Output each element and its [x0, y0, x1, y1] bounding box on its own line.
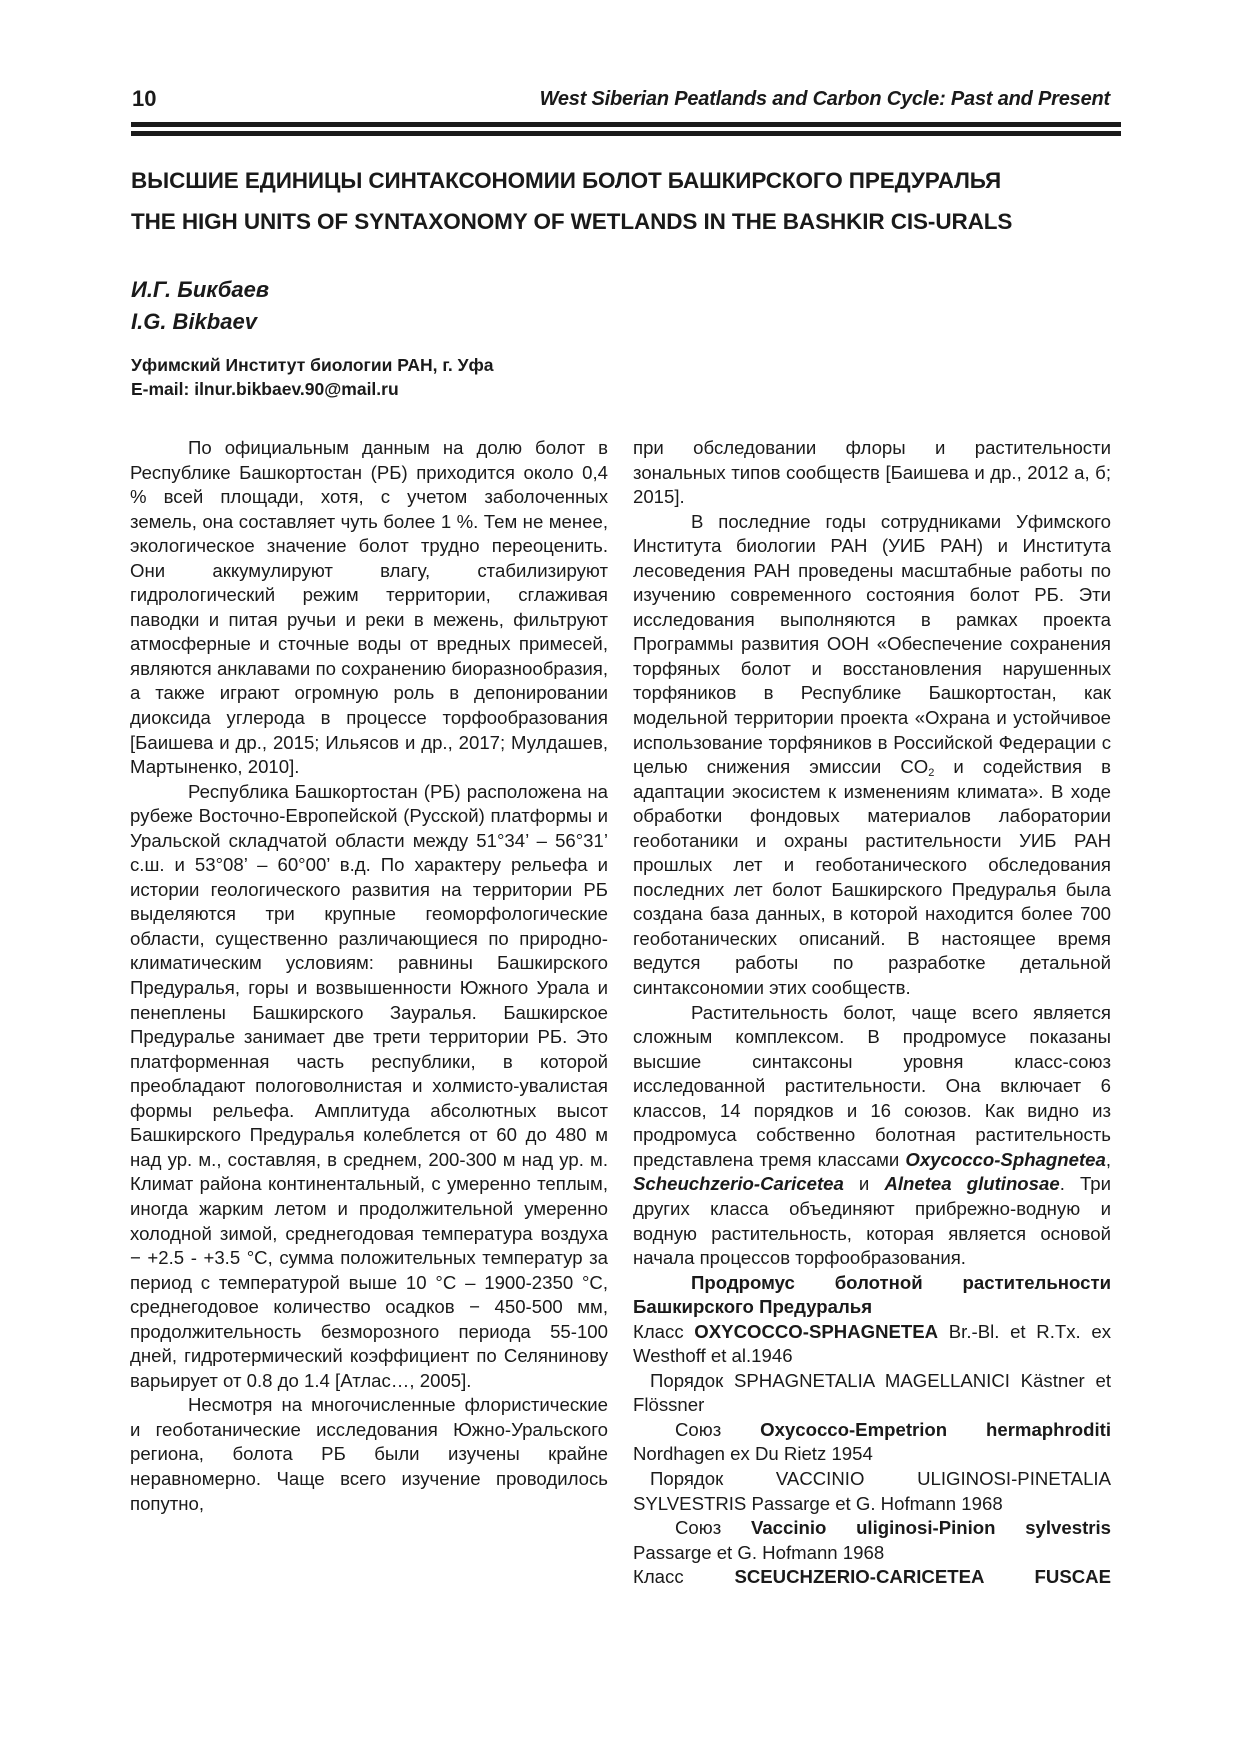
text: В последние годы сотрудниками Уфимского Института биологии РАН (УИБ РАН) и Института лесоведения РАН проведены масштабные работы по изучению современного состояния болот РБ. Эти исследования выполняются в рамках проекта Программы развития ООН «Обеспечение сохранения торфяных болот и восстановления нарушенных торфяников в Республике Башкортостан, как модельной территории проекта «Охрана и устойчивое использование торфяников в Российской Федерации с целью снижения эмиссии CO — [633, 510, 1111, 778]
header-rule-top — [131, 122, 1121, 127]
syntaxon-author: Passarge et G. Hofmann 1968 — [746, 1492, 1003, 1514]
author-name-en: I.G. Bikbaev — [131, 309, 257, 334]
prodromus-entry — [633, 1418, 1111, 1467]
text: , — [1105, 1148, 1111, 1170]
syntaxon-name: SPHAGNETALIA MAGELLANICI — [733, 1369, 1010, 1391]
header-rule-bottom — [131, 131, 1121, 136]
class-name: Alnetea glutinosae — [884, 1173, 1060, 1195]
affiliation: Уфимский Институт биологии РАН, г. Уфа — [131, 355, 494, 375]
right-column — [633, 436, 1111, 1590]
rank-label: Порядок — [650, 1369, 734, 1391]
syntaxon-name: SCEUCHZERIO-CARICETEA FUSCAE — [734, 1566, 1111, 1588]
syntaxon-author: Br.-Bl. et R.Tx. ex Westhoff et al.1946 — [633, 1320, 1111, 1367]
class-name: Oxycocco-Sphagnetea — [905, 1148, 1106, 1170]
paragraph-geography: Республика Башкортостан (РБ) расположена на рубеже Восточно-Европейской (Русской) платформы и Уральской складчатой области между 51°34’ – 56°31’ с.ш. и 53°08’ – 60°00’ в.д. По характеру рельефа и истории геологического развития на территории РБ выделяются три крупные геоморфологические области, существенно различающиеся по природно-климатическим условиям: равнины Башкирского Предуралья, горы и возвышенности Южного Урала и пенеплены Башкирского Зауралья. Башкирское Предуралье занимает две трети территории РБ. Это платформенная часть республики, в которой преобладают пологоволнистая и холмисто-увалистая формы рельефа. Амплитуда абсолютных высот Башкирского Предуралья колеблется от 60 до 480 м над ур. м., составляя, в среднем, 200-300 м над ур. м. Климат района континентальный, с умеренно теплым, иногда жарким летом и продолжительной умеренно холодной зимой, среднегодовая температура воздуха − +2.5 - +3.5 °С, сумма положительных температур за период с температурой выше 10 °С – 1900-2350 °С, среднегодовое количество осадков − 450-500 мм, продолжительность безморозного периода 55-100 дней, гидротермический коэффициент по Селянинову варьирует от 0.8 до 1.4 [Атлас…, 2005]. — [130, 780, 608, 1391]
syntaxon-author: Passarge et G. Hofmann 1968 — [633, 1541, 885, 1563]
prodromus-heading: Продромус болотной растительности Башкирского Предуралья — [633, 1271, 1111, 1318]
syntaxon-name: Vaccinio uliginosi-Pinion sylvestris — [750, 1517, 1111, 1539]
rank-label: Союз — [675, 1418, 761, 1440]
prodromus-entry — [633, 1467, 1111, 1516]
rank-label: Союз — [675, 1517, 751, 1539]
rank-label: Класс — [633, 1320, 695, 1342]
article-title-en: THE HIGH UNITS OF SYNTAXONOMY OF WETLANDS IN THE BASHKIR CIS-URALS — [131, 209, 1013, 234]
paragraph-study-history: Несмотря на многочисленные флористические и геоботанические исследования Южно-Уральского региона, болота РБ были изучены крайне неравномерно. Чаще всего изучение проводилось попутно, — [130, 1394, 608, 1514]
paragraph-study-history-cont: при обследовании флоры и растительности зональных типов сообществ [Баишева и др., 2012 а, б; 2015]. — [633, 437, 1111, 508]
left-column — [130, 436, 608, 1516]
syntaxon-name: Oxycocco-Empetrion hermaphroditi — [760, 1418, 1111, 1440]
syntaxon-name: VACCINIO ULIGINOSI-PINETALIA SYLVESTRIS — [633, 1467, 1111, 1514]
paragraph-vegetation — [633, 1001, 1111, 1271]
text: и содействия в адаптации экосистем к изменениям климата». В ходе обработки фондовых материалов лаборатории геоботаники и охраны растительности УИБ РАН прошлых лет и геоботанического обследования последних лет болот Башкирского Предуралья была создана база данных, в которой находится более 700 геоботанических описаний. В настоящее время ведутся работы по разработке детальной синтаксономии этих сообществ. — [633, 756, 1111, 999]
text: Растительность болот, чаще всего является сложным комплексом. В продромусе показаны высшие синтаксоны уровня класс-союз исследованной растительности. Она включает 6 классов, 14 порядков и 16 союзов. Как видно из продромуса собственно болотная растительность представлена тремя классами — [633, 1001, 1111, 1170]
class-name: Scheuchzerio-Caricetea — [633, 1173, 844, 1195]
syntaxon-author: Nordhagen ex Du Rietz 1954 — [633, 1443, 873, 1465]
article-title-ru: ВЫСШИЕ ЕДИНИЦЫ СИНТАКСОНОМИИ БОЛОТ БАШКИРСКОГО ПРЕДУРАЛЬЯ — [131, 168, 1002, 193]
text: и — [843, 1173, 885, 1195]
paragraph-intro: По официальным данным на долю болот в Республике Башкортостан (РБ) приходится около 0,4 % всей площади, хотя, с учетом заболоченных земель, она составляет чуть более 1 %. Тем не менее, экологическое значение болот трудно переоценить. Они аккумулируют влагу, стабилизируют гидрологический режим территории, сглаживая паводки и питая ручьи и реки в межень, фильтруют атмосферные и сточные воды от вредных примесей, являются анклавами по сохранению биоразнообразия, а также играют огромную роль в депонировании диоксида углерода в процессе торфообразования [Баишева и др., 2015; Ильясов и др., 2017; Мулдашев, Мартыненко, 2010]. — [130, 437, 608, 778]
prodromus-entry — [633, 1369, 1111, 1418]
subscript: 2 — [928, 767, 935, 780]
running-title: West Siberian Peatlands and Carbon Cycle: Past and Present — [539, 88, 1110, 110]
syntaxon-name: OXYCOCCO-SPHAGNETEA — [694, 1320, 939, 1342]
rank-label: Порядок — [650, 1467, 776, 1489]
prodromus-entry — [633, 1565, 1111, 1590]
syntaxon-author: Kästner et Flössner — [633, 1369, 1111, 1416]
author-name-ru: И.Г. Бикбаев — [131, 277, 270, 302]
prodromus-entry — [633, 1320, 1111, 1369]
rank-label: Класс — [633, 1566, 735, 1588]
author-email: E-mail: ilnur.bikbaev.90@mail.ru — [131, 379, 399, 399]
text: . Три других класса объединяют прибрежно-водную и водную растительность, которая является основой начала процессов торфообразования. — [633, 1173, 1112, 1269]
prodromus-entry — [633, 1516, 1111, 1565]
paragraph-research — [633, 510, 1111, 1001]
page-number: 10 — [132, 86, 157, 111]
